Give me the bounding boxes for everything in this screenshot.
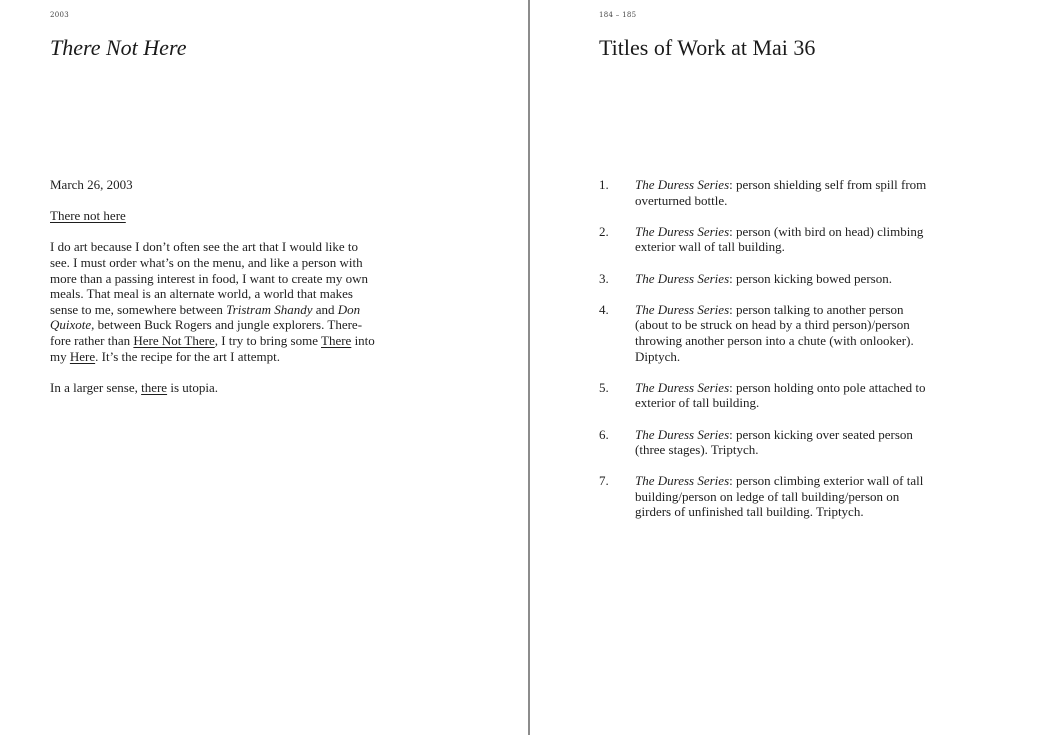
item-description: : person shielding self from spill from overturned bottle.: [635, 177, 927, 208]
list-item: [599, 271, 929, 287]
text-run: In a larger sense,: [50, 379, 142, 395]
page-title-right: Titles of Work at Mai 36: [599, 35, 816, 60]
page-folio-right: 184 – 185: [599, 11, 637, 19]
essay-heading: [50, 208, 376, 224]
item-description: : person holding onto pole attached to exterior of tall building.: [635, 379, 926, 411]
underlined-phrase: There: [321, 332, 352, 348]
series-title: The Duress Series: [635, 473, 730, 489]
series-title: The Duress Series: [635, 379, 730, 395]
item-description: : person climbing exterior wall of tall building/person on ledge of tall building/person on girders of unfinished tall building. Triptych.: [635, 473, 924, 520]
text-run: , between Buck Rogers and jungle explorers. Therefore rather than: [50, 317, 363, 348]
underlined-phrase: there: [141, 379, 168, 395]
essay-heading-text: There not here: [50, 208, 126, 224]
list-item: [599, 427, 929, 458]
text-run: I do art because I don’t often see the art that I would like to see. I must order what’s on the menu, and like a person with more than a passing interest in food, I want to create my own meals. That meal is an alternate world, a world that makes sense to me, somewhere between: [50, 239, 369, 317]
text-run: . It’s the recipe for the art I attempt.: [95, 348, 280, 364]
essay-body: [50, 177, 376, 411]
item-description: : person kicking over seated person (three stages). Triptych.: [635, 426, 913, 458]
item-number: 7.: [599, 473, 609, 489]
item-number: 6.: [599, 426, 609, 442]
list-item: [599, 302, 929, 364]
text-run: , I try to bring some: [214, 332, 321, 348]
item-number: 1.: [599, 177, 609, 192]
item-number: 5.: [599, 379, 609, 395]
series-title: The Duress Series: [635, 426, 730, 442]
works-list: [599, 177, 929, 536]
item-description: : person kicking bowed person.: [729, 270, 892, 286]
series-title: The Duress Series: [635, 223, 730, 239]
page-folio-left: 2003: [50, 11, 70, 19]
series-title: The Duress Series: [635, 270, 730, 286]
text-run: into my: [50, 332, 375, 364]
essay-closing: [50, 380, 376, 396]
right-page: [530, 0, 1059, 735]
item-description: : person (with bird on head) climbing exterior wall of tall building.: [635, 223, 924, 255]
essay-date: March 26, 2003: [50, 177, 133, 192]
text-run: and: [312, 301, 338, 317]
italic-title: Don Quixote: [50, 301, 361, 333]
underlined-phrase: Here: [69, 348, 96, 364]
list-item: [599, 177, 929, 208]
list-item: [599, 224, 929, 255]
series-title: The Duress Series: [635, 177, 730, 192]
item-number: 3.: [599, 270, 609, 286]
list-item: [599, 473, 929, 520]
page-title-left: There Not Here: [50, 35, 187, 60]
item-number: 4.: [599, 301, 609, 317]
text-run: is utopia.: [167, 379, 218, 395]
underlined-phrase: Here Not There: [133, 332, 215, 348]
series-title: The Duress Series: [635, 301, 730, 317]
item-number: 2.: [599, 223, 609, 239]
italic-title: Tristram Shandy: [226, 301, 313, 317]
essay-paragraph: [50, 239, 376, 364]
left-page: [0, 0, 528, 735]
list-item: [599, 380, 929, 411]
item-description: : person talking to another person (about to be struck on head by a third person)/person throwing another person into a chute (with onlooker). Diptych.: [635, 301, 914, 364]
